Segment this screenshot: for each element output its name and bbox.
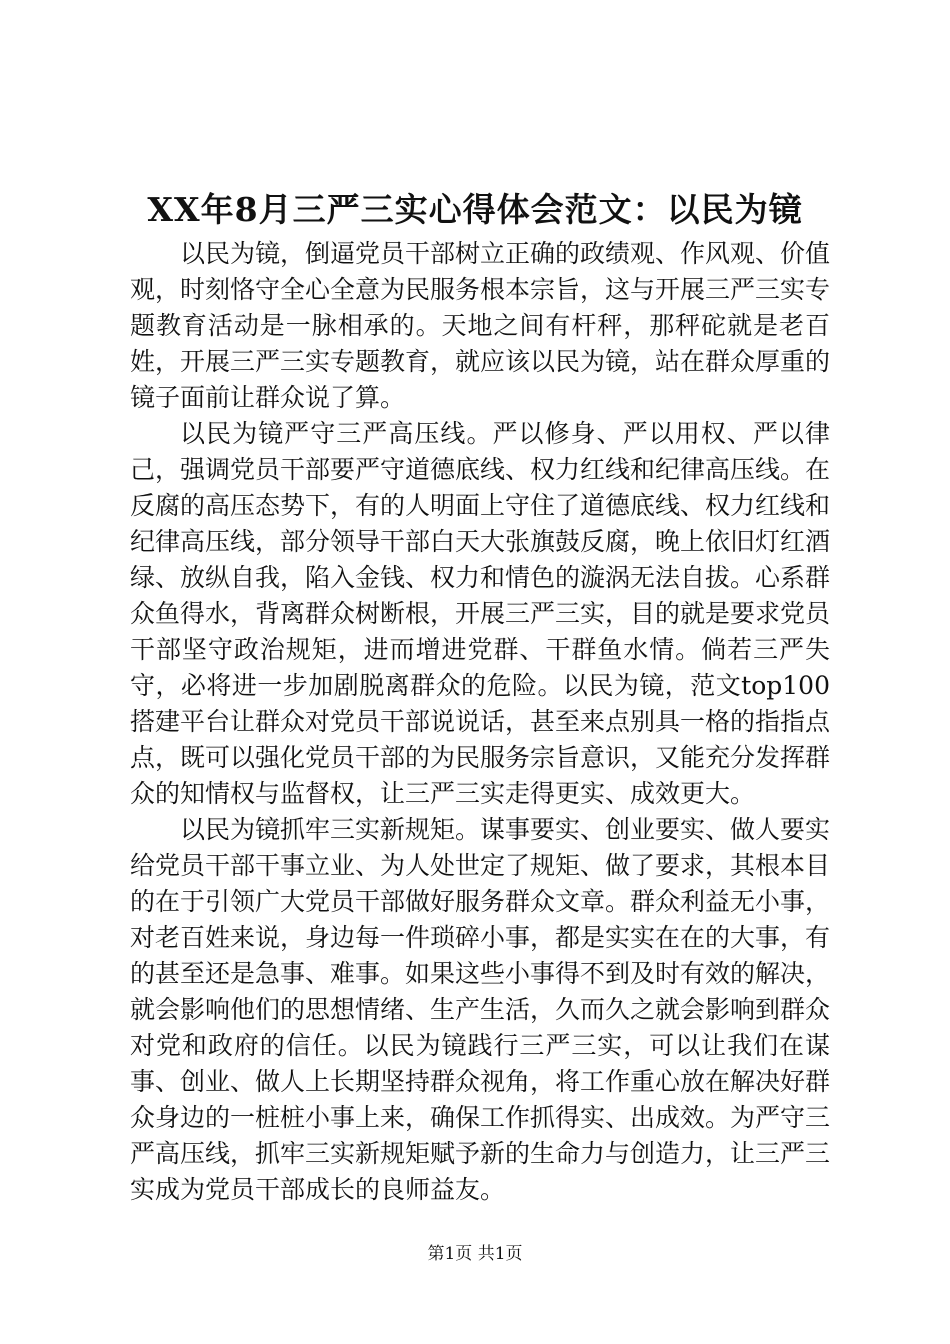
paragraph-2: 以民为镜严守三严高压线。严以修身、严以用权、严以律己，强调党员干部要严守道德底线、权力红线和纪律高压线。在反腐的高压态势下，有的人明面上守住了道德底线、权力红线和纪律高压线，部分领导干部白天大张旗鼓反腐，晚上依旧灯红酒绿、放纵自我，陷入金钱、权力和情色的漩涡无法自拔。心系群众鱼得水，背离群众树断根，开展三严三实，目的就是要求党员干部坚守政治规矩，进而增进党群、干群鱼水情。倘若三严失守，必将进一步加剧脱离群众的危险。以民为镜，范文top100搭建平台让群众对党员干部说说话，甚至来点别具一格的指指点点，既可以强化党员干部的为民服务宗旨意识，又能充分发挥群众的知情权与监督权，让三严三实走得更实、成效更大。 — [130, 419, 831, 808]
paragraph-3: 以民为镜抓牢三实新规矩。谋事要实、创业要实、做人要实给党员干部干事立业、为人处世定了规矩、做了要求，其根本目的在于引领广大党员干部做好服务群众文章。群众利益无小事，对老百姓来说，身边每一件琐碎小事，都是实实在在的大事，有的甚至还是急事、难事。如果这些小事得不到及时有效的解决，就会影响他们的思想情绪、生产生活，久而久之就会影响到群众对党和政府的信任。以民为镜践行三严三实，可以让我们在谋事、创业、做人上长期坚持群众视角，将工作重心放在解决好群众身边的一桩桩小事上来，确保工作抓得实、出成效。为严守三严高压线，抓牢三实新规矩赋予新的生命力与创造力，让三严三实成为党员干部成长的良师益友。 — [130, 815, 831, 1204]
document-title: XX年8月三严三实心得体会范文：以民为镜 — [147, 190, 803, 229]
document-body — [130, 236, 830, 1208]
page-footer: 第1页 共1页 — [427, 1244, 523, 1264]
paragraph-1: 以民为镜，倒逼党员干部树立正确的政绩观、作风观、价值观，时刻恪守全心全意为民服务根本宗旨，这与开展三严三实专题教育活动是一脉相承的。天地之间有杆秤，那秤砣就是老百姓，开展三严三实专题教育，就应该以民为镜，站在群众厚重的镜子面前让群众说了算。 — [130, 239, 831, 412]
